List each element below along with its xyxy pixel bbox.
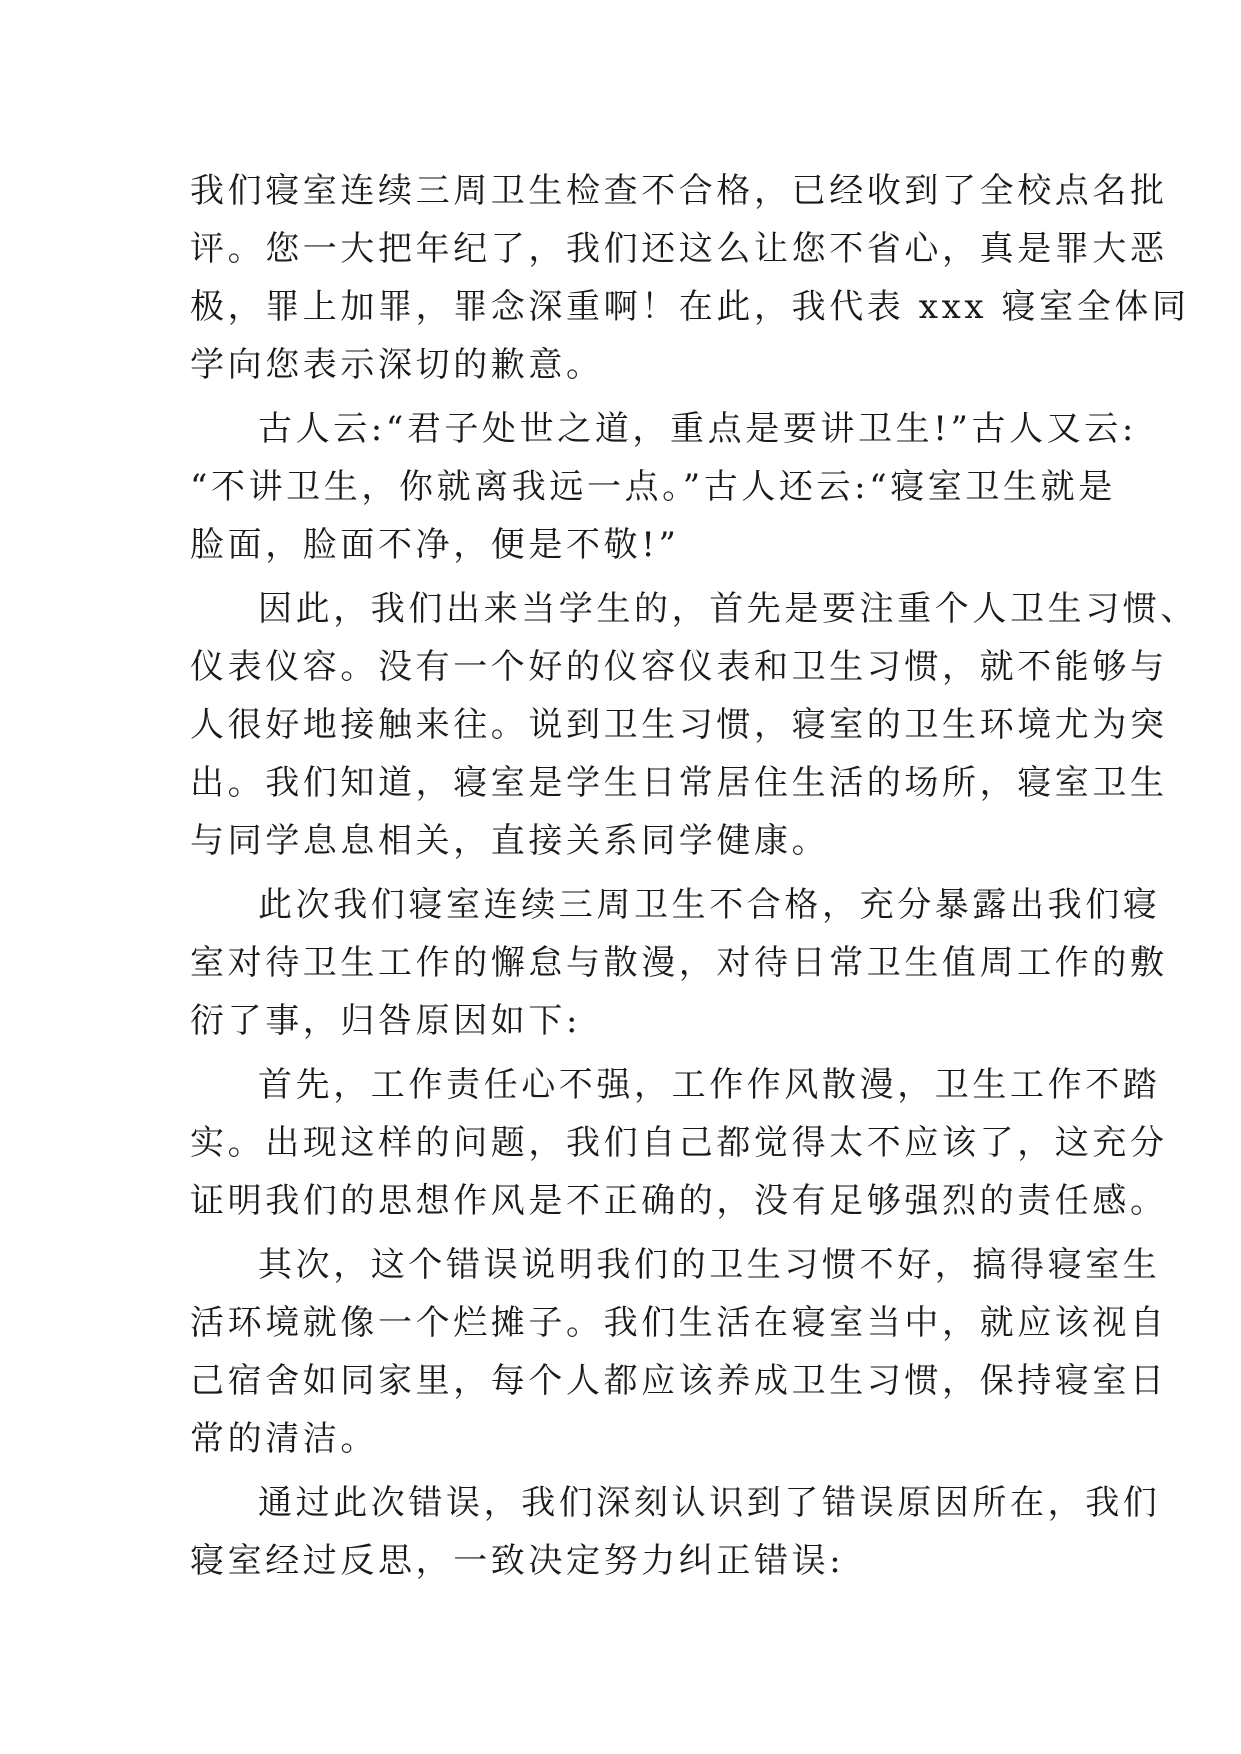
text-line: 实。出现这样的问题，我们自己都觉得太不应该了，这充分 [190, 1123, 1168, 1163]
text-line: 学向您表示深切的歉意。 [190, 345, 604, 385]
text-line: 寝室经过反思，一致决定努力纠正错误: [190, 1541, 845, 1581]
text-line: 常的清洁。 [190, 1419, 378, 1459]
text-line: 己宿舍如同家里，每个人都应该养成卫生习惯，保持寝室日 [190, 1361, 1168, 1401]
text-line: “不讲卫生，你就离我远一点。”古人还云:“寝室卫生就是 [190, 467, 1116, 507]
text-line: 衍了事，归咎原因如下: [190, 1001, 582, 1041]
text-line: 出。我们知道，寝室是学生日常居住生活的场所，寝室卫生 [190, 763, 1168, 803]
paragraph-6 [190, 1236, 1168, 1468]
text-line: 室对待卫生工作的懈怠与散漫，对待日常卫生值周工作的敷 [190, 943, 1168, 983]
text-line: 通过此次错误，我们深刻认识到了错误原因所在，我们 [258, 1483, 1161, 1523]
text-line: 古人云:“君子处世之道，重点是要讲卫生!”古人又云: [258, 409, 1137, 449]
paragraph-3 [190, 580, 1198, 870]
text-line: 活环境就像一个烂摊子。我们生活在寝室当中，就应该视自 [190, 1303, 1168, 1343]
text-line: 其次，这个错误说明我们的卫生习惯不好，搞得寝室生 [258, 1245, 1161, 1285]
text-line: 证明我们的思想作风是不正确的，没有足够强烈的责任感。 [190, 1181, 1168, 1221]
text-line: 极，罪上加罪，罪念深重啊！在此，我代表 xxx 寝室全体同 [190, 287, 1190, 327]
paragraph-7 [190, 1474, 1161, 1590]
paragraph-5 [190, 1056, 1168, 1230]
text-line: 人很好地接触来往。说到卫生习惯，寝室的卫生环境尤为突 [190, 705, 1168, 745]
paragraph-1 [190, 162, 1190, 394]
text-line: 评。您一大把年纪了，我们还这么让您不省心，真是罪大恶 [190, 229, 1168, 269]
document-body [190, 162, 1198, 1596]
text-line: 我们寝室连续三周卫生检查不合格，已经收到了全校点名批 [190, 171, 1168, 211]
text-line: 首先，工作责任心不强，工作作风散漫，卫生工作不踏 [258, 1065, 1161, 1105]
paragraph-2 [190, 400, 1137, 574]
text-line: 因此，我们出来当学生的，首先是要注重个人卫生习惯、 [258, 589, 1198, 629]
text-line: 脸面，脸面不净，便是不敬!” [190, 525, 680, 565]
text-line: 仪表仪容。没有一个好的仪容仪表和卫生习惯，就不能够与 [190, 647, 1168, 687]
paragraph-4 [190, 876, 1168, 1050]
text-line: 此次我们寝室连续三周卫生不合格，充分暴露出我们寝 [258, 885, 1161, 925]
text-line: 与同学息息相关，直接关系同学健康。 [190, 821, 830, 861]
